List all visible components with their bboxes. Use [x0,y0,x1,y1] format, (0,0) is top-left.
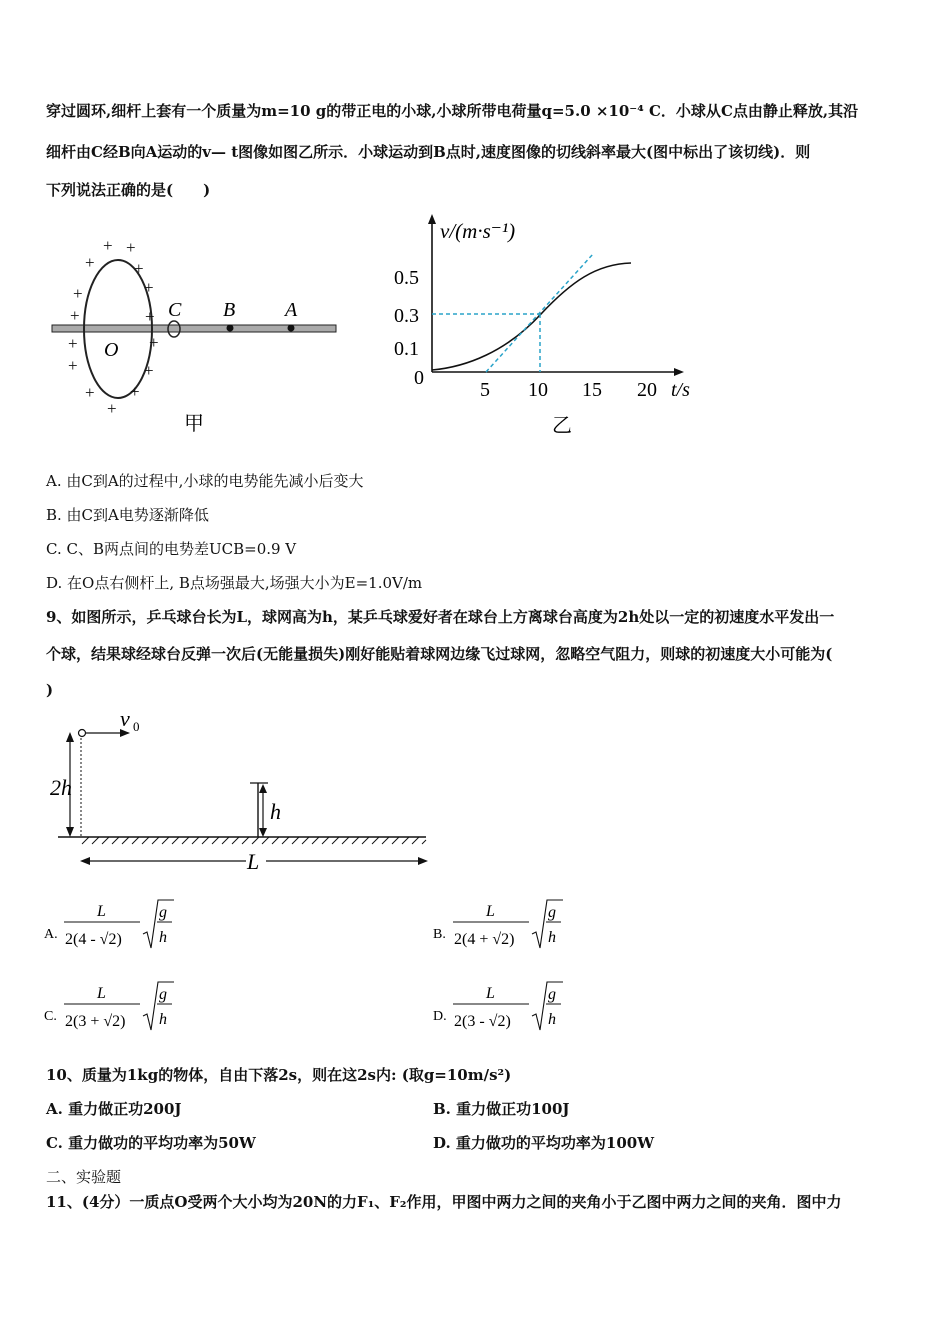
svg-text:2(3 + √2): 2(3 + √2) [65,1013,126,1030]
svg-text:+: + [145,307,155,326]
q10-option-b: B. 重力做正功100J [433,1100,570,1118]
q8-option-b: B. 由C到A电势逐渐降低 [46,506,209,524]
x-tick-5: 5 [480,379,490,401]
svg-text:g: g [548,904,556,921]
q9-option-d [433,978,633,1038]
q9-line-1: 9、如图所示，乒乓球台长为L，球网高为h，某乒乓球爱好者在球台上方离球台高度为2h处以一定的初速度水平发出一 [46,608,835,626]
x-tick-20: 20 [637,379,657,401]
y-axis-label: v/(m·s⁻¹) [440,219,516,243]
q8-line-3: 下列说法正确的是( ) [46,181,211,199]
q10-option-d: D. 重力做功的平均功率为100W [433,1134,655,1152]
svg-text:D.: D. [433,1009,447,1024]
q9-option-b [433,896,633,956]
svg-text:2(4 - √2): 2(4 - √2) [65,931,122,948]
svg-text:L: L [97,903,106,920]
x-tick-10: 10 [528,379,548,401]
y-tick-0.5: 0.5 [394,267,419,289]
x-axis-label: t/s [671,379,690,401]
h-label: h [270,799,281,824]
q10-option-a: A. 重力做正功200J [46,1100,182,1118]
svg-text:g: g [159,986,167,1003]
svg-text:+: + [149,333,159,352]
svg-text:C.: C. [44,1009,57,1024]
svg-text:h: h [548,1011,556,1028]
y-tick-0.1: 0.1 [394,338,419,360]
svg-text:+: + [85,383,95,402]
q9-line-3: ) [46,681,54,699]
svg-text:+: + [126,238,136,257]
svg-text:+: + [85,253,95,272]
svg-text:+: + [134,259,144,278]
svg-text:+: + [144,361,154,380]
q11-line-1: 11、(4分）一质点O受两个大小均为20N的力F₁、F₂作用，甲图中两力之间的夹角小于乙图中两力之间的夹角．图中力 [46,1193,842,1211]
svg-text:+: + [130,382,140,401]
svg-text:L: L [486,985,495,1002]
svg-text:+: + [144,278,154,297]
svg-text:h: h [548,929,556,946]
svg-text:g: g [548,986,556,1003]
figure-table-tennis [44,704,444,880]
label-B: B [223,299,236,321]
v0-subscript: 0 [133,719,140,734]
q8-option-d: D. 在O点右侧杆上, B点场强最大,场强大小为E=1.0V/m [46,574,423,592]
caption-yi: 乙 [552,415,572,437]
figure-jia [48,232,348,442]
svg-text:L: L [486,903,495,920]
v0-label: v [120,706,130,731]
svg-text:2(4 + √2): 2(4 + √2) [454,931,515,948]
section-heading: 二、实验题 [46,1168,122,1186]
y-tick-0: 0 [414,367,424,389]
x-tick-15: 15 [582,379,602,401]
label-A: A [285,299,298,321]
svg-text:+: + [73,284,83,303]
label-C: C [168,299,182,321]
q10-option-c: C. 重力做功的平均功率为50W [46,1134,256,1152]
svg-text:L: L [97,985,106,1002]
q8-option-a: A. 由C到A的过程中,小球的电势能先减小后变大 [46,472,364,490]
svg-text:h: h [159,929,167,946]
svg-text:g: g [159,904,167,921]
svg-text:h: h [159,1011,167,1028]
svg-text:+: + [103,236,113,255]
q9-option-c [44,978,244,1038]
q8-line-1: 穿过圆环,细杆上套有一个质量为m=10 g的带正电的小球,小球所带电荷量q=5.0 ×10⁻⁴ C．小球从C点由静止释放,其沿 [46,102,859,120]
label-O: O [104,339,119,361]
svg-text:A.: A. [44,927,58,942]
q9-option-a [44,896,244,956]
svg-text:+: + [107,399,117,418]
caption-jia: 甲 [184,413,204,435]
svg-text:2(3 - √2): 2(3 - √2) [454,1013,511,1030]
svg-text:+: + [68,356,78,375]
q8-option-c: C. C、B两点间的电势差UCB=0.9 V [46,540,297,558]
q8-line-2: 细杆由C经B向A运动的v— t图像如图乙所示．小球运动到B点时,速度图像的切线斜率最大(图中标出了该切线)．则 [46,143,811,161]
figure-yi [386,212,716,442]
q10-line-1: 10、质量为1kg的物体，自由下落2s，则在这2s内: (取g=10m/s²) [46,1066,512,1084]
q9-line-2: 个球，结果球经球台反弹一次后(无能量损失)刚好能贴着球网边缘飞过球网，忽略空气阻力，则球的初速度大小可能为( [46,645,833,663]
svg-text:B.: B. [433,927,446,942]
svg-text:+: + [68,334,78,353]
y-tick-0.3: 0.3 [394,305,419,327]
L-label: L [247,849,260,874]
2h-label: 2h [50,775,72,800]
svg-text:+: + [70,306,80,325]
